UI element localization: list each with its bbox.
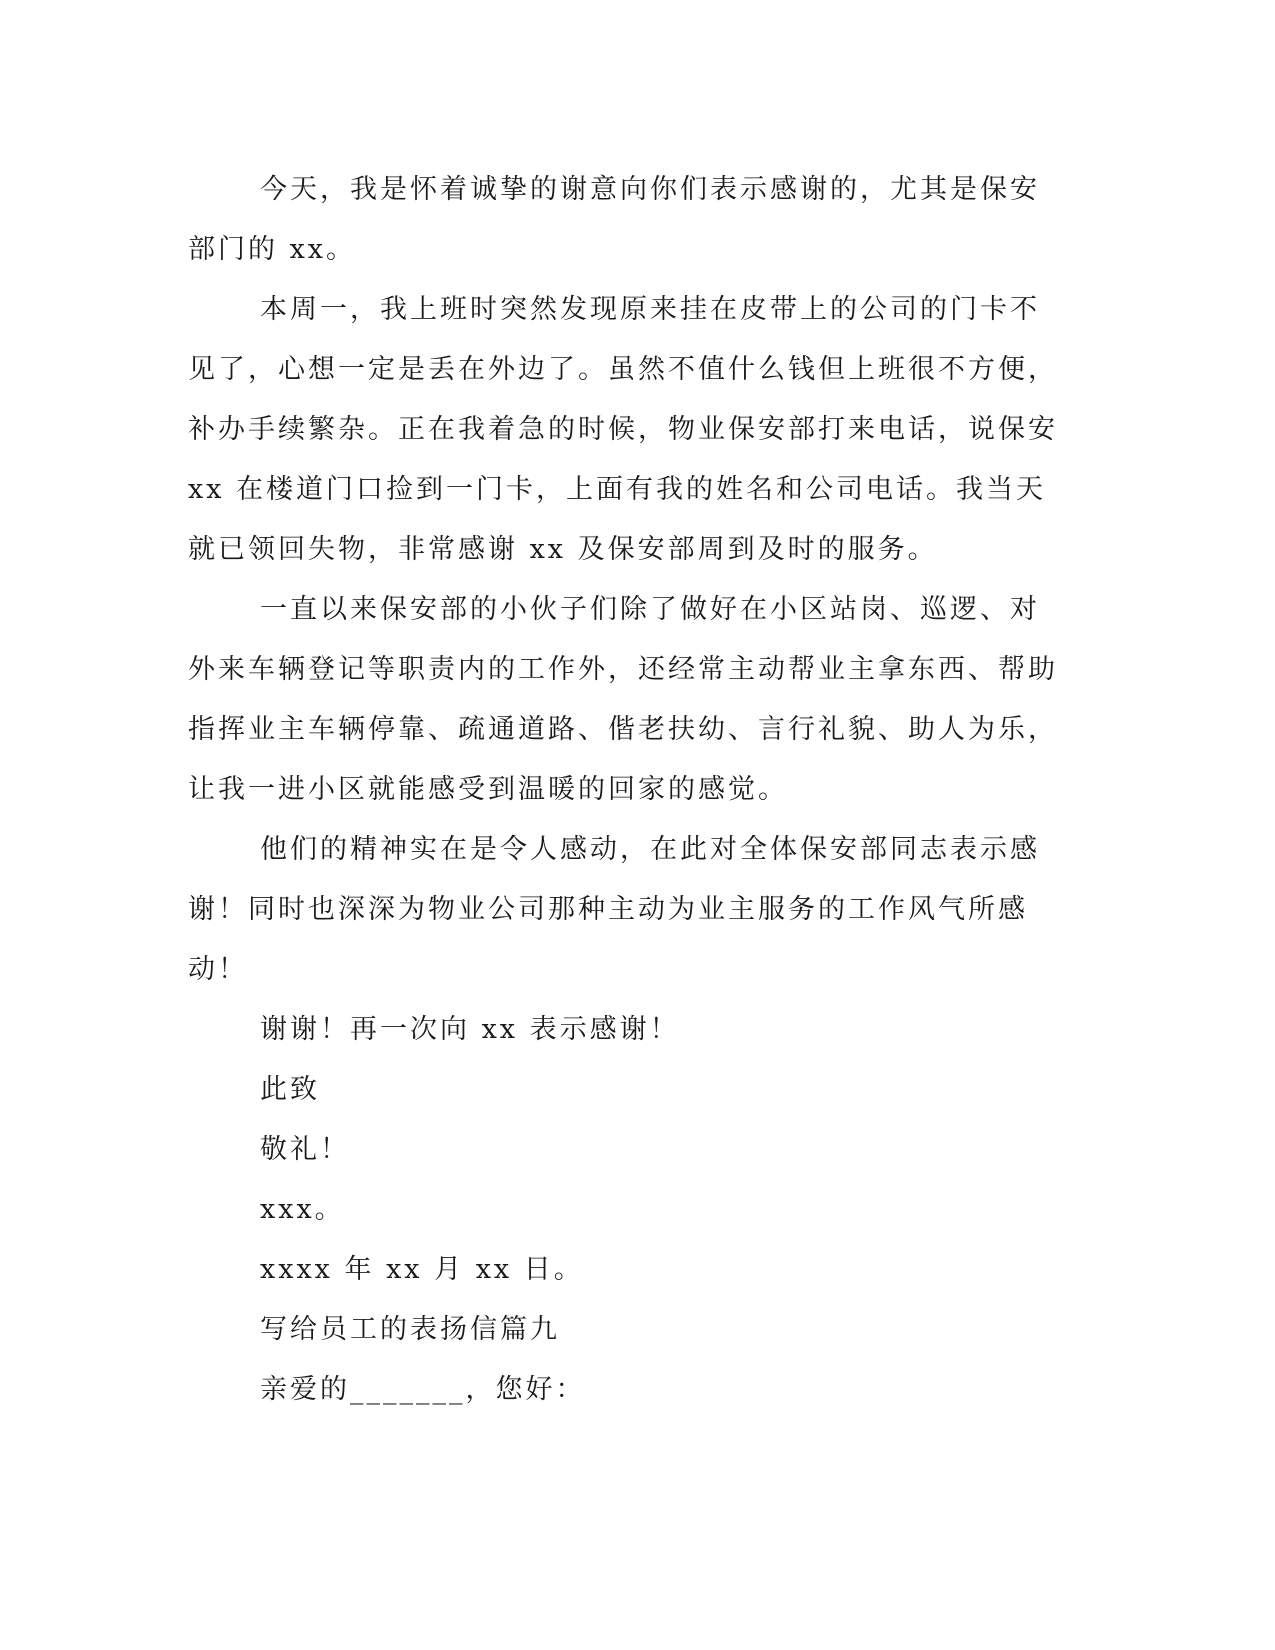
closing-line: 此致 <box>260 1074 320 1105</box>
thanks-line: 谢谢！再一次向 xx 表示感谢！ <box>260 1014 680 1045</box>
letter-body <box>188 160 1068 1420</box>
section-title: 写给员工的表扬信篇九 <box>260 1314 560 1345</box>
date-line: xxxx 年 xx 月 xx 日。 <box>260 1254 584 1285</box>
paragraph-gratitude: 他们的精神实在是令人感动，在此对全体保安部同志表示感谢！同时也深深为物业公司那种主动为业主服务的工作风气所感动！ <box>188 834 1040 985</box>
paragraph-security-team: 一直以来保安部的小伙子们除了做好在小区站岗、巡逻、对外来车辆登记等职责内的工作外，还经常主动帮业主拿东西、帮助指挥业主车辆停靠、疏通道路、偕老扶幼、言行礼貌、助人为乐，让我一进小区就能感受到温暖的回家的感觉。 <box>188 594 1058 805</box>
signature-line: xxx。 <box>260 1194 345 1225</box>
paragraph-opening: 今天，我是怀着诚挚的谢意向你们表示感谢的，尤其是保安部门的 xx。 <box>188 174 1040 265</box>
greeting-line: 亲爱的_______，您好： <box>260 1374 586 1405</box>
paragraph-lost-card: 本周一，我上班时突然发现原来挂在皮带上的公司的门卡不见了，心想一定是丢在外边了。虽然不值什么钱但上班很不方便，补办手续繁杂。正在我着急的时候，物业保安部打来电话，说保安 xx 在楼道门口捡到一门卡，上面有我的姓名和公司电话。我当天就已领回失物，非常感谢 xx 及保安部周到及时的服务。 <box>188 294 1058 565</box>
salutation-line: 敬礼！ <box>260 1134 350 1165</box>
